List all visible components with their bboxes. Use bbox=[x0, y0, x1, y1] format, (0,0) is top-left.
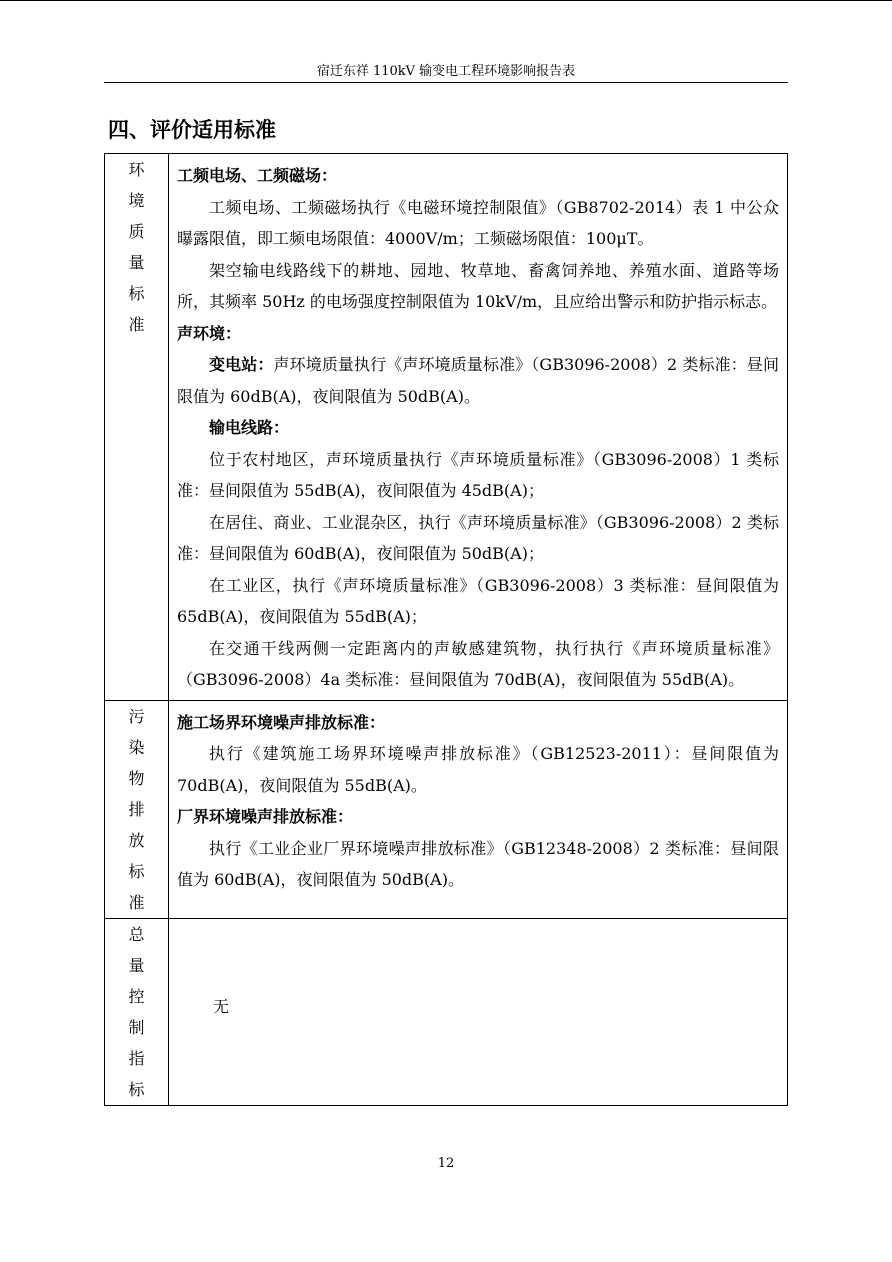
row-content-total-control bbox=[169, 918, 788, 1105]
table-row-pollutant-emission bbox=[105, 700, 788, 918]
paragraph: 在工业区，执行《声环境质量标准》（GB3096-2008）3 类标准：昼间限值为 65dB(A)，夜间限值为 55dB(A)； bbox=[177, 575, 779, 626]
paragraph: 工频电场、工频磁场执行《电磁环境控制限值》（GB8702-2014）表 1 中公众曝露限值，即工频电场限值：4000V/m；工频磁场限值：100μT。 bbox=[177, 197, 779, 248]
table-row-environmental-quality bbox=[105, 154, 788, 701]
heading-boundary-noise: 厂界环境噪声排放标准： bbox=[177, 807, 354, 826]
page-number: 12 bbox=[437, 1156, 455, 1171]
paragraph: 执行《工业企业厂界环境噪声排放标准》（GB12348-2008）2 类标准：昼间限值为 60dB(A)，夜间限值为 50dB(A)。 bbox=[177, 838, 779, 889]
subheading-transmission-line: 输电线路： bbox=[209, 418, 290, 437]
paragraph: 在交通干线两侧一定距离内的声敏感建筑物，执行执行《声环境质量标准》（GB3096-2008）4a 类标准：昼间限值为 70dB(A)，夜间限值为 55dB(A)。 bbox=[177, 638, 779, 689]
paragraph: 架空输电线路线下的耕地、园地、牧草地、畜禽饲养地、养殖水面、道路等场所，其频率 50Hz 的电场强度控制限值为 10kV/m，且应给出警示和防护指示标志。 bbox=[177, 260, 779, 311]
paragraph: 执行《建筑施工场界环境噪声排放标准》（GB12523-2011）：昼间限值为 70dB(A)，夜间限值为 55dB(A)。 bbox=[177, 744, 779, 795]
page-top-border bbox=[0, 0, 892, 1]
standards-table bbox=[104, 153, 788, 1106]
row-label-environmental-quality: 环 境 质 量 标 准 bbox=[105, 154, 169, 701]
heading-power-frequency: 工频电场、工频磁场： bbox=[177, 166, 338, 185]
subheading-substation: 变电站： bbox=[209, 355, 274, 374]
row-content-environmental-quality bbox=[169, 154, 788, 701]
row-label-pollutant-emission: 污 染 物 排 放 标 准 bbox=[105, 700, 169, 918]
running-header: 宿迁东祥 110kV 输变电工程环境影响报告表 bbox=[316, 64, 576, 79]
heading-acoustic-environment: 声环境： bbox=[177, 323, 242, 343]
row-content-pollutant-emission bbox=[169, 700, 788, 918]
paragraph: 在居住、商业、工业混杂区，执行《声环境质量标准》（GB3096-2008）2 类标准：昼间限值为 60dB(A)，夜间限值为 50dB(A)； bbox=[177, 512, 779, 563]
none-value: 无 bbox=[213, 996, 230, 1016]
section-title: 四、评价适用标准 bbox=[108, 118, 276, 142]
table-row-total-control bbox=[105, 918, 788, 1105]
heading-construction-noise: 施工场界环境噪声排放标准： bbox=[177, 712, 386, 732]
paragraph-substation: 变电站：声环境质量执行《声环境质量标准》（GB3096-2008）2 类标准：昼间限值为 60dB(A)，夜间限值为 50dB(A)。 bbox=[177, 355, 779, 406]
row-label-total-control: 总 量 控 制 指 标 bbox=[105, 918, 169, 1105]
header-rule bbox=[104, 82, 788, 83]
paragraph: 位于农村地区，声环境质量执行《声环境质量标准》（GB3096-2008）1 类标准：昼间限值为 55dB(A)，夜间限值为 45dB(A)； bbox=[177, 449, 779, 500]
